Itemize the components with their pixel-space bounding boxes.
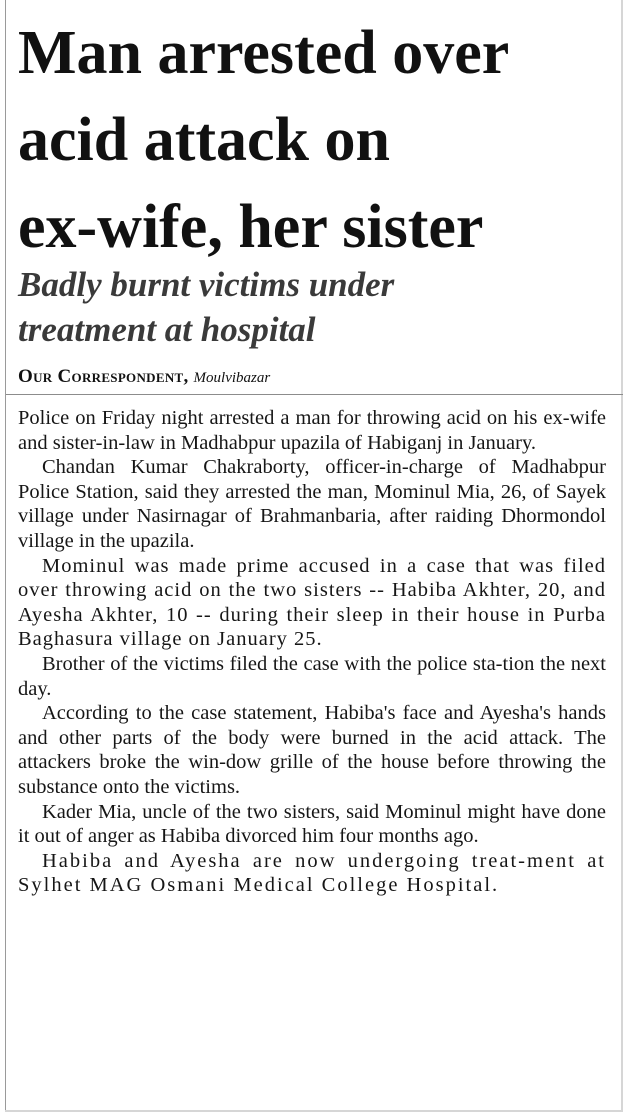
byline-author: Our Correspondent, [18,366,189,387]
article-paragraph-1: Police on Friday night arrested a man for throwing acid on his ex-wife and sister-in-law in Madhabpur upazila of Habiganj in January. [18,407,606,454]
subheadline-line-2: treatment at hospital [18,310,316,349]
article-paragraph-4: Brother of the victims filed the case with the police sta-tion the next day. [18,652,606,700]
subheadline-line-1: Badly burnt victims under [18,265,395,304]
headline-line-2: acid attack on [18,106,390,174]
article-paragraph-7: Habiba and Ayesha are now undergoing treat-ment at Sylhet MAG Osmani Medical College Hospital. [18,849,606,897]
headline [18,10,618,271]
headline-line-3: ex-wife, her sister [18,193,484,261]
article-paragraph-6: Kader Mia, uncle of the two sisters, said Mominul might have done it out of anger as Habiba divorced him four months ago. [18,800,606,848]
byline [18,366,270,389]
left-border-rule [5,0,6,1112]
article-body [18,406,606,898]
byline-location: Moulvibazar [193,370,271,386]
subheadline [18,262,618,352]
article-paragraph-2: Chandan Kumar Chakraborty, officer-in-charge of Madhabpur Police Station, said they arrested the man, Mominul Mia, 26, of Sayek village under Nasirnagar of Brahmanbaria, after raiding Dhormondol village in the upazila. [18,456,606,552]
byline-divider [6,394,623,395]
article-paragraph-3: Mominul was made prime accused in a case that was filed over throwing acid on the two sisters -- Habiba Akhter, 20, and Ayesha Akhter, 10 -- during their sleep in their house in Purba Baghasura village on January 25. [18,554,606,651]
article-paragraph-5: According to the case statement, Habiba's face and Ayesha's hands and other parts of the body were burned in the acid attack. The attackers broke the win-dow grille of the house before throwing the substance onto the victims. [18,702,606,798]
headline-line-1: Man arrested over [18,19,510,87]
